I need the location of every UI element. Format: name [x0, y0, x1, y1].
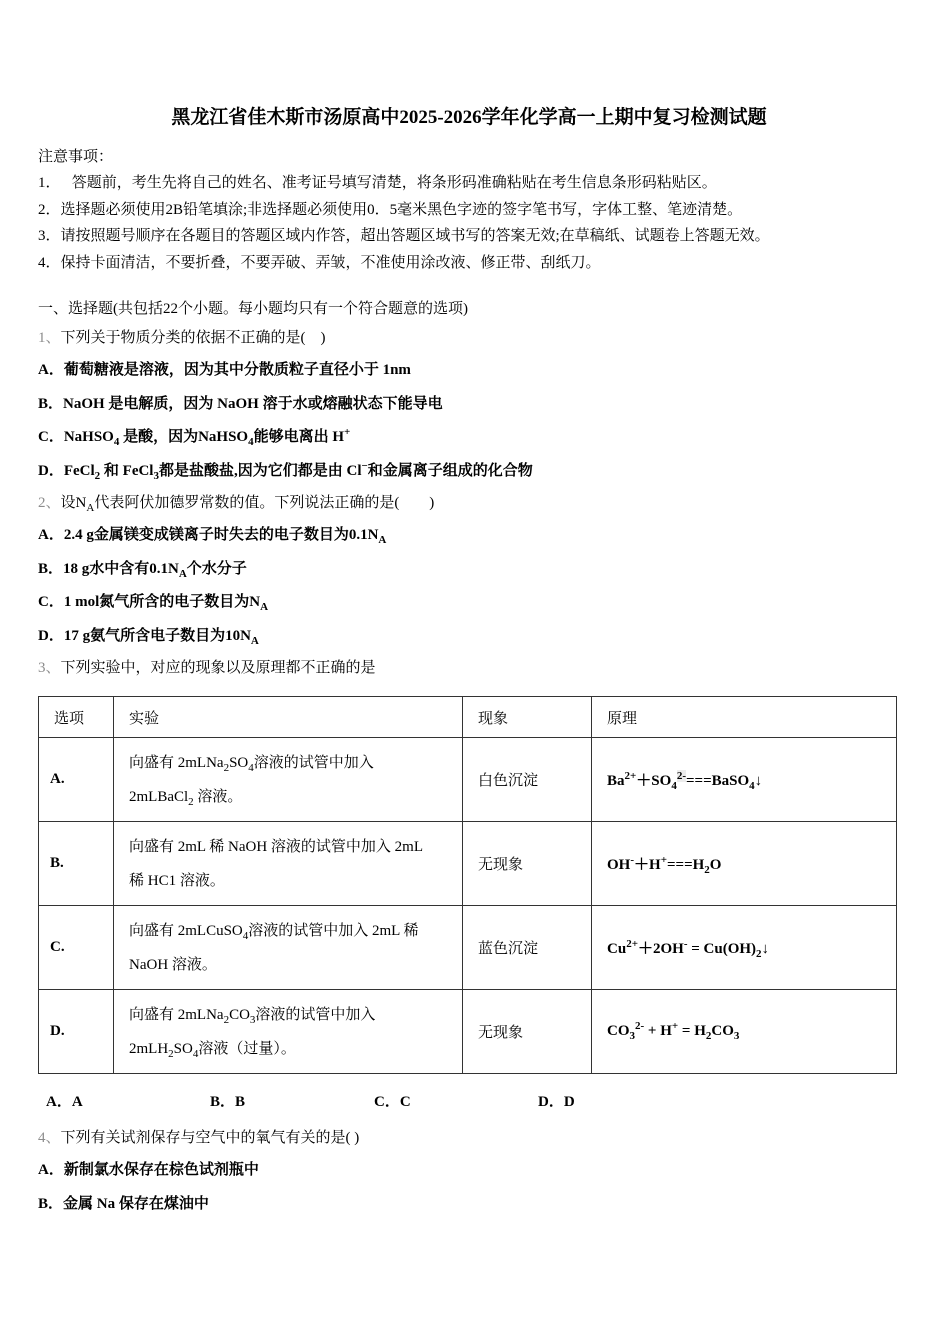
- row-b-option: B.: [39, 822, 114, 906]
- row-a-experiment: 向盛有 $2mLNa_2SO_4$溶液的试管中加入 2mLBaCl$_2$ 溶液。: [114, 738, 463, 822]
- question-4-text: 下列有关试剂保存与空气中的氧气有关的是( ): [60, 1130, 360, 1146]
- question-3: [38, 653, 900, 1111]
- question-2-option-b: B．18 g水中含有$0.1N_A$个水分子: [38, 560, 247, 580]
- notice-heading: 注意事项：: [38, 149, 114, 165]
- question-2-option-d: D．17 g氨气所含电子数目为$10N_A$: [38, 627, 259, 647]
- question-4-stem: [38, 1123, 900, 1154]
- answer-choice-a: A．A: [46, 1094, 83, 1110]
- notice-item-2: 2．选择题必须使用2B铅笔填涂;非选择题必须使用0．5毫米黑色字迹的签字笔书写，字体工整、笔迹清楚。: [38, 201, 743, 218]
- row-c-phenomenon: 蓝色沉淀: [463, 906, 592, 990]
- table-row-d: [39, 990, 897, 1074]
- question-2: [38, 488, 900, 653]
- row-b-experiment: 向盛有 2mL 稀 NaOH 溶液的试管中加入 2mL 稀 HC1 溶液。: [114, 822, 463, 906]
- question-1-option-d: D．FeCl$_2$ 和 FeCl$_3$都是盐酸盐,因为它们都是由 Cl−和金属离子组成的化合物: [38, 459, 533, 482]
- question-2-option-c: C．1 mol氮气所含的电子数目为$N_A$: [38, 594, 269, 613]
- answer-choice-d: D．D: [538, 1094, 575, 1110]
- answer-choices-row: [46, 1090, 900, 1111]
- notice-section: [38, 145, 900, 276]
- page-title: 黑龙江省佳木斯市汤原高中2025-2026学年化学高一上期中复习检测试题: [171, 107, 767, 128]
- row-b-principle: $OH^-+H^+===H_2O$: [592, 822, 897, 906]
- notice-item-1: 1． 答题前，考生先将自己的姓名、准考证号填写清楚，将条形码准确粘贴在考生信息条形码粘贴区。: [38, 175, 717, 191]
- row-a-phenomenon: 白色沉淀: [463, 738, 592, 822]
- question-2-option-a: A．2.4 g金属镁变成镁离子时失去的电子数目为$0.1N_A$: [38, 527, 387, 546]
- question-1-option-a: A．葡萄糖液是溶液，因为其中分散质粒子直径小于 1nm: [38, 362, 411, 378]
- notice-item-4: 4．保持卡面清洁，不要折叠，不要弄破、弄皱，不准使用涂改液、修正带、刮纸刀。: [38, 254, 601, 271]
- row-c-principle: $Cu^{2+}+2OH^-$ = $Cu(OH)_2↓$: [592, 906, 897, 990]
- notice-item-3: 3．请按照题号顺序在各题目的答题区域内作答，超出答题区域书写的答案无效;在草稿纸、试题卷上答题无效。: [38, 228, 770, 244]
- table-header-option: 选项: [39, 697, 114, 738]
- experiment-table: [38, 696, 897, 1074]
- row-b-phenomenon: 无现象: [463, 822, 592, 906]
- answer-choice-b: B．B: [210, 1094, 246, 1110]
- question-3-number: 3、: [38, 660, 61, 676]
- question-4-option-a: A．新制氯水保存在棕色试剂瓶中: [38, 1162, 259, 1178]
- question-3-stem: [38, 653, 900, 684]
- question-1: [38, 323, 900, 488]
- question-2-text: 设$N_A$代表阿伏加德罗常数的值。下列说法正确的是( ): [60, 495, 435, 514]
- row-a-option: A.: [39, 738, 114, 822]
- table-row-a: [39, 738, 897, 822]
- table-row-c: [39, 906, 897, 990]
- question-2-stem: [38, 488, 900, 519]
- question-3-text: 下列实验中，对应的现象以及原理都不正确的是: [60, 660, 376, 676]
- question-1-option-c: C．NaHSO$_4$ 是酸，因为NaHSO$_4$能够电离出 H+: [38, 426, 351, 448]
- question-2-number: 2、: [38, 495, 61, 511]
- row-a-principle: $Ba^{2+}+SO_4^{2-}===BaSO_4↓$: [592, 738, 897, 822]
- question-4: [38, 1123, 900, 1221]
- table-header-principle: 原理: [592, 697, 897, 738]
- row-d-phenomenon: 无现象: [463, 990, 592, 1074]
- table-header-experiment: 实验: [114, 697, 463, 738]
- question-1-option-b: B．NaOH 是电解质，因为 NaOH 溶于水或熔融状态下能导电: [38, 395, 443, 412]
- answer-choice-c: C．C: [374, 1094, 411, 1110]
- question-1-text: 下列关于物质分类的依据不正确的是( ): [60, 330, 326, 346]
- row-d-experiment: 向盛有 $2mLNa_2CO_3$溶液的试管中加入 $2mLH_2SO_4$溶液（过量）。: [114, 990, 463, 1074]
- section-heading: 一、选择题(共包括22个小题。每小题均只有一个符合题意的选项): [38, 301, 468, 317]
- question-4-option-b: B．金属 Na 保存在煤油中: [38, 1195, 209, 1212]
- row-c-option: C.: [39, 906, 114, 990]
- question-1-number: 1、: [38, 330, 61, 346]
- row-d-option: D.: [39, 990, 114, 1074]
- row-c-experiment: 向盛有 2mLCuSO$_4$溶液的试管中加入 2mL 稀 NaOH 溶液。: [114, 906, 463, 990]
- table-row-b: [39, 822, 897, 906]
- question-4-number: 4、: [38, 1130, 61, 1146]
- row-d-principle: $CO_3^{2-} + H^+ = H_2CO_3$: [592, 990, 897, 1074]
- question-1-stem: [38, 323, 900, 354]
- table-header-row: [39, 697, 897, 738]
- table-header-phenomenon: 现象: [463, 697, 592, 738]
